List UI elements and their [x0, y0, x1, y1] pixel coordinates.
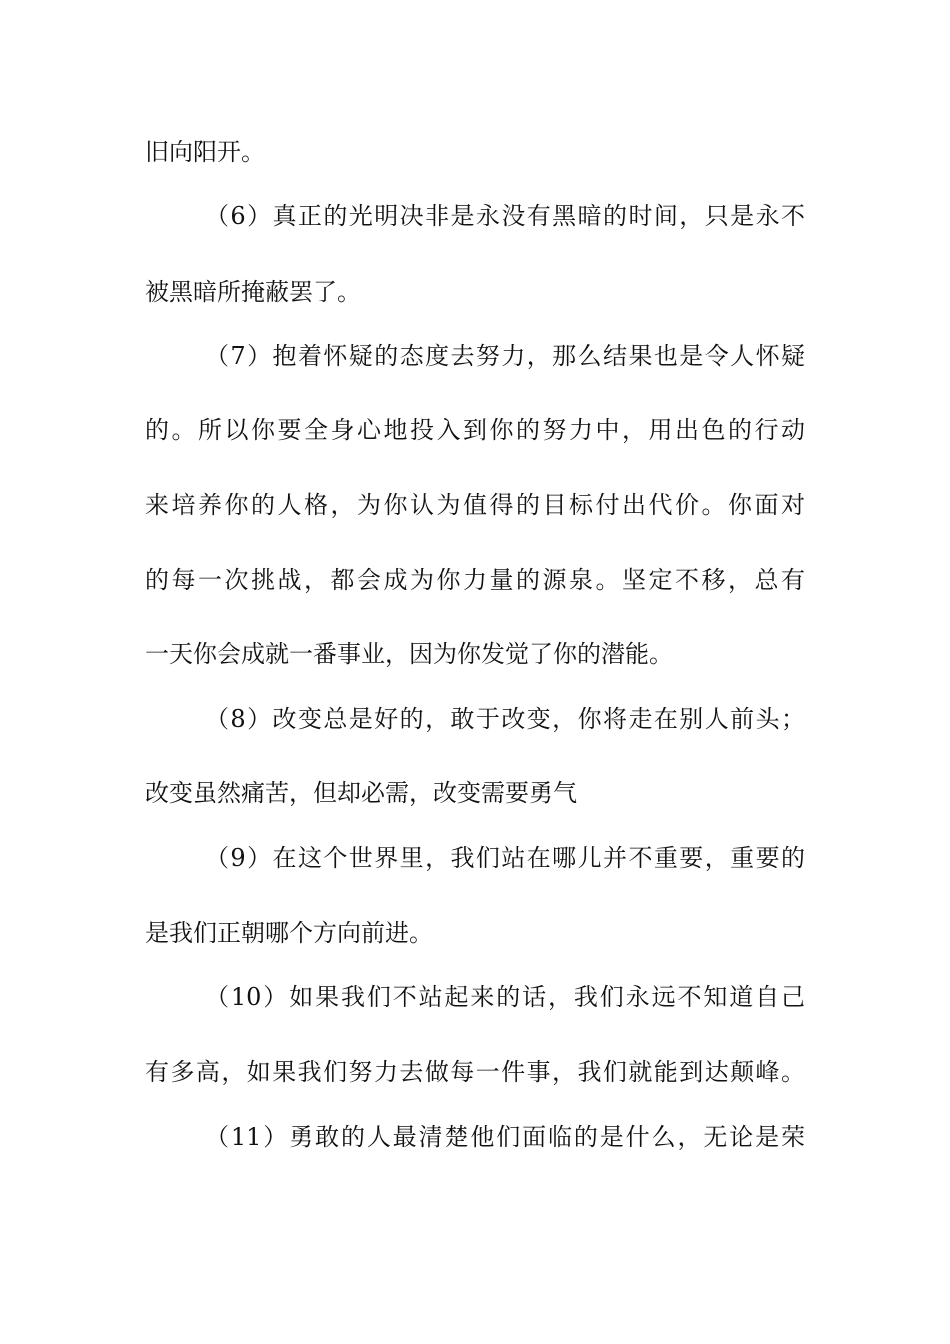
text-line: 改变虽然痛苦，但却必需，改变需要勇气	[145, 779, 577, 807]
text-line: （11）勇敢的人最清楚他们面临的是什么，无论是荣	[205, 1123, 805, 1151]
text-line: 旧向阳开。	[145, 138, 265, 166]
text-line: 一天你会成就一番事业，因为你发觉了你的潜能。	[145, 640, 673, 668]
text-line: 的每一次挑战，都会成为你力量的源泉。坚定不移，总有	[145, 566, 805, 594]
text-line: 有多高，如果我们努力去做每一件事，我们就能到达颠峰。	[145, 1058, 805, 1086]
text-line: （7）抱着怀疑的态度去努力，那么结果也是令人怀疑	[205, 342, 805, 370]
text-line: （9）在这个世界里，我们站在哪儿并不重要，重要的	[205, 844, 805, 872]
text-line: 的。所以你要全身心地投入到你的努力中，用出色的行动	[145, 416, 805, 444]
text-line: 被黑暗所掩蔽罢了。	[145, 278, 361, 306]
text-line: 是我们正朝哪个方向前进。	[145, 919, 433, 947]
text-line: （6）真正的光明决非是永没有黑暗的时间，只是永不	[205, 202, 805, 230]
text-line: （10）如果我们不站起来的话，我们永远不知道自己	[205, 983, 805, 1011]
text-line: 来培养你的人格，为你认为值得的目标付出代价。你面对	[145, 491, 805, 519]
text-line: （8）改变总是好的，敢于改变，你将走在别人前头；	[205, 705, 805, 733]
